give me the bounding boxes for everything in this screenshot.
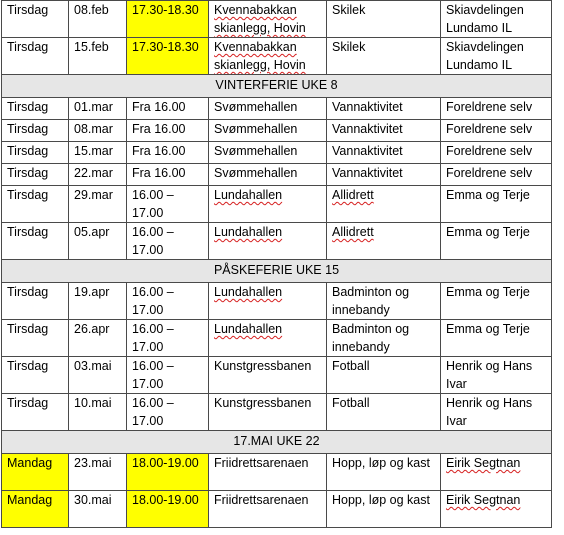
day-cell: Tirsdag [2, 186, 69, 223]
place-cell: Svømmehallen [209, 120, 327, 142]
section-label: PÅSKEFERIE UKE 15 [2, 260, 552, 283]
date-cell: 08.mar [69, 120, 127, 142]
date-cell: 22.mar [69, 164, 127, 186]
section-label: 17.MAI UKE 22 [2, 431, 552, 454]
day-cell: Mandag [2, 454, 69, 491]
date-cell: 26.apr [69, 320, 127, 357]
date-cell: 15.feb [69, 38, 127, 75]
leader-cell [441, 491, 552, 528]
place-cell: Kunstgressbanen [209, 394, 327, 431]
leader-cell: Skiavdelingen Lundamo IL [441, 1, 552, 38]
date-cell: 29.mar [69, 186, 127, 223]
date-cell: 19.apr [69, 283, 127, 320]
leader-text: Eirik Segtnan [446, 493, 521, 507]
table-row [2, 38, 552, 75]
leader-cell: Foreldrene selv [441, 120, 552, 142]
date-cell: 03.mai [69, 357, 127, 394]
section-row [2, 260, 552, 283]
time-cell: 18.00-19.00 [127, 491, 209, 528]
leader-cell: Foreldrene selv [441, 142, 552, 164]
leader-cell: Foreldrene selv [441, 164, 552, 186]
section-row [2, 75, 552, 98]
day-cell: Tirsdag [2, 38, 69, 75]
table-row [2, 223, 552, 260]
day-cell: Tirsdag [2, 320, 69, 357]
time-cell: Fra 16.00 [127, 98, 209, 120]
place-text: Lundahallen [214, 188, 283, 202]
day-cell: Tirsdag [2, 357, 69, 394]
leader-cell: Henrik og Hans Ivar [441, 394, 552, 431]
place-cell [209, 320, 327, 357]
activity-text: Allidrett [332, 225, 374, 239]
place-text: Lundahallen [214, 285, 283, 299]
table-row [2, 283, 552, 320]
place-cell: Svømmehallen [209, 142, 327, 164]
activity-cell: Fotball [327, 357, 441, 394]
time-cell: 16.00 – 17.00 [127, 320, 209, 357]
place-cell [209, 223, 327, 260]
leader-cell: Foreldrene selv [441, 98, 552, 120]
place-cell: Kunstgressbanen [209, 357, 327, 394]
leader-cell: Emma og Terje [441, 320, 552, 357]
date-cell: 10.mai [69, 394, 127, 431]
activity-cell: Fotball [327, 394, 441, 431]
time-cell: 18.00-19.00 [127, 454, 209, 491]
time-cell: 16.00 – 17.00 [127, 394, 209, 431]
leader-cell: Emma og Terje [441, 283, 552, 320]
section-row [2, 431, 552, 454]
table-row [2, 142, 552, 164]
activity-cell: Vannaktivitet [327, 98, 441, 120]
time-cell: Fra 16.00 [127, 142, 209, 164]
leader-cell: Emma og Terje [441, 223, 552, 260]
table-row [2, 1, 552, 38]
activity-cell: Vannaktivitet [327, 164, 441, 186]
day-cell: Tirsdag [2, 164, 69, 186]
activity-cell: Skilek [327, 1, 441, 38]
activity-cell: Vannaktivitet [327, 120, 441, 142]
activity-cell: Badminton og innebandy [327, 320, 441, 357]
day-cell: Mandag [2, 491, 69, 528]
leader-text: Eirik Segtnan [446, 456, 521, 470]
place-cell [209, 283, 327, 320]
day-cell: Tirsdag [2, 283, 69, 320]
date-cell: 30.mai [69, 491, 127, 528]
time-cell: Fra 16.00 [127, 120, 209, 142]
place-cell [209, 38, 327, 75]
table-row [2, 186, 552, 223]
day-cell: Tirsdag [2, 142, 69, 164]
day-cell: Tirsdag [2, 120, 69, 142]
place-cell: Svømmehallen [209, 164, 327, 186]
time-cell: 16.00 – 17.00 [127, 357, 209, 394]
place-cell: Friidrettsarenaen [209, 491, 327, 528]
table-row [2, 164, 552, 186]
place-text: Lundahallen [214, 225, 283, 239]
date-cell: 15.mar [69, 142, 127, 164]
activity-text: Allidrett [332, 188, 374, 202]
place-cell: Svømmehallen [209, 98, 327, 120]
day-cell: Tirsdag [2, 98, 69, 120]
place-cell [209, 1, 327, 38]
time-cell: 17.30-18.30 [127, 38, 209, 75]
leader-cell: Skiavdelingen Lundamo IL [441, 38, 552, 75]
table-row [2, 357, 552, 394]
date-cell: 05.apr [69, 223, 127, 260]
time-cell: Fra 16.00 [127, 164, 209, 186]
place-text: Kvennabakkan skianlegg, Hovin [214, 3, 306, 35]
place-text: Kvennabakkan skianlegg, Hovin [214, 40, 306, 72]
leader-cell: Emma og Terje [441, 186, 552, 223]
table-row [2, 394, 552, 431]
activity-cell: Hopp, løp og kast [327, 491, 441, 528]
activity-cell [327, 223, 441, 260]
activity-cell: Skilek [327, 38, 441, 75]
table-row [2, 98, 552, 120]
place-text: Lundahallen [214, 322, 283, 336]
date-cell: 23.mai [69, 454, 127, 491]
time-cell: 17.30-18.30 [127, 1, 209, 38]
leader-cell [441, 454, 552, 491]
place-cell [209, 186, 327, 223]
time-cell: 16.00 – 17.00 [127, 223, 209, 260]
activity-cell: Hopp, løp og kast [327, 454, 441, 491]
leader-cell: Henrik og Hans Ivar [441, 357, 552, 394]
table-row [2, 454, 552, 491]
table-row [2, 120, 552, 142]
day-cell: Tirsdag [2, 1, 69, 38]
time-cell: 16.00 – 17.00 [127, 186, 209, 223]
day-cell: Tirsdag [2, 223, 69, 260]
date-cell: 01.mar [69, 98, 127, 120]
activity-cell: Badminton og innebandy [327, 283, 441, 320]
table-row [2, 320, 552, 357]
activity-cell: Vannaktivitet [327, 142, 441, 164]
place-cell: Friidrettsarenaen [209, 454, 327, 491]
activity-cell [327, 186, 441, 223]
schedule-table [1, 0, 552, 528]
time-cell: 16.00 – 17.00 [127, 283, 209, 320]
day-cell: Tirsdag [2, 394, 69, 431]
table-row [2, 491, 552, 528]
section-label: VINTERFERIE UKE 8 [2, 75, 552, 98]
date-cell: 08.feb [69, 1, 127, 38]
